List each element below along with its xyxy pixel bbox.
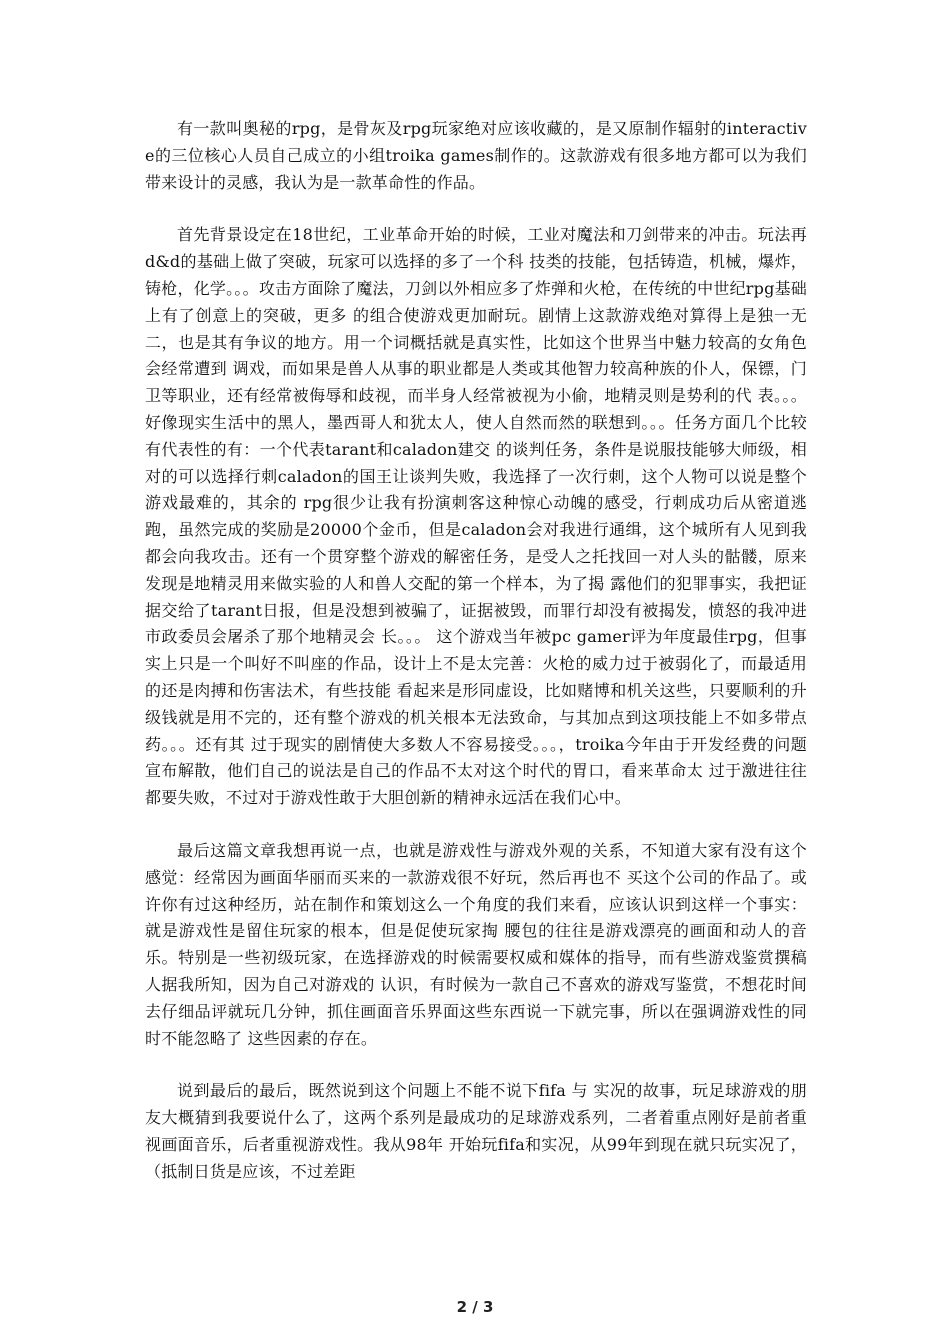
document-body	[145, 116, 807, 1211]
page-number: 2 / 3	[456, 1298, 494, 1316]
paragraph-intro: 有一款叫奥秘的rpg，是骨灰及rpg玩家绝对应该收藏的，是又原制作辐射的interactive的三位核心人员自己成立的小组troika games制作的。这款游戏有很多地方都可以为我们带来设计的灵感，我认为是一款革命性的作品。	[145, 119, 807, 192]
paragraph-gameplay-vs-visuals: 最后这篇文章我想再说一点，也就是游戏性与游戏外观的关系，不知道大家有没有这个感觉：经常因为画面华丽而买来的一款游戏很不好玩，然后再也不 买这个公司的作品了。或许你有过这种经历，站在制作和策划这么一个角度的我们来看，应该认识到这样一个事实：就是游戏性是留住玩家的根本，但是促使玩家掏 腰包的往往是游戏漂亮的画面和动人的音乐。特别是一些初级玩家，在选择游戏的时候需要权威和媒体的指导，而有些游戏鉴赏撰稿人据我所知，因为自己对游戏的 认识，有时候为一款自己不喜欢的游戏写鉴赏，不想花时间去仔细品评就玩几分钟，抓住画面音乐界面这些东西说一下就完事，所以在强调游戏性的同时不能忽略了 这些因素的存在。	[145, 840, 807, 1048]
paragraph-background: 首先背景设定在18世纪，工业革命开始的时候，工业对魔法和刀剑带来的冲击。玩法再d&d的基础上做了突破，玩家可以选择的多了一个科 技类的技能，包括铸造，机械，爆炸，铸枪，化学。。。攻击方面除了魔法，刀剑以外相应多了炸弹和火枪，在传统的中世纪rpg基础上有了创意上的突破，更多 的组合使游戏更加耐玩。剧情上这款游戏绝对算得上是独一无二，也是其有争议的地方。用一个词概括就是真实性，比如这个世界当中魅力较高的女角色会经常遭到 调戏，而如果是兽人从事的职业都是人类或其他智力较高种族的仆人，保镖，门卫等职业，还有经常被侮辱和歧视，而半身人经常被视为小偷，地精灵则是势利的代 表。。。好像现实生活中的黑人，墨西哥人和犹太人，使人自然而然的联想到。。。任务方面几个比较有代表性的有：一个代表tarant和caladon建交 的谈判任务，条件是说服技能够大师级，相对的可以选择行刺caladon的国王让谈判失败，我选择了一次行刺，这个人物可以说是整个游戏最难的，其余的 rpg很少让我有扮演刺客这种惊心动魄的感受，行刺成功后从密道逃跑，虽然完成的奖励是20000个金币，但是caladon会对我进行通缉，这个城所有人见到我都会向我攻击。还有一个贯穿整个游戏的解密任务，是受人之托找回一对人头的骷髅，原来发现是地精灵用来做实验的人和兽人交配的第一个样本，为了揭 露他们的犯罪事实，我把证据交给了tarant日报，但是没想到被骗了，证据被毁，而罪行却没有被揭发，愤怒的我冲进市政委员会屠杀了那个地精灵会 长。。。 这个游戏当年被pc gamer评为年度最佳rpg，但事实上只是一个叫好不叫座的作品，设计上不是太完善：火枪的威力过于被弱化了，而最适用的还是肉搏和伤害法术，有些技能 看起来是形同虚设，比如赌博和机关这些，只要顺利的升级钱就是用不完的，还有整个游戏的机关根本无法致命，与其加点到这项技能上不如多带点药。。。还有其 过于现实的剧情使大多数人不容易接受。。。，troika今年由于开发经费的问题宣布解散，他们自己的说法是自己的作品不太对这个时代的胃口，看来革命太 过于激进往往都要失败，不过对于游戏性敢于大胆创新的精神永远活在我们心中。	[145, 225, 807, 808]
paragraph-fifa-vs-pes: 说到最后的最后，既然说到这个问题上不能不说下fifa 与 实况的故事，玩足球游戏的朋友大概猜到我要说什么了，这两个系列是最成功的足球游戏系列，二者着重点刚好是前者重视画面音乐，后者重视游戏性。我从98年 开始玩fifa和实况，从99年到现在就只玩实况了，（抵制日货是应该，不过差距	[145, 1081, 807, 1181]
